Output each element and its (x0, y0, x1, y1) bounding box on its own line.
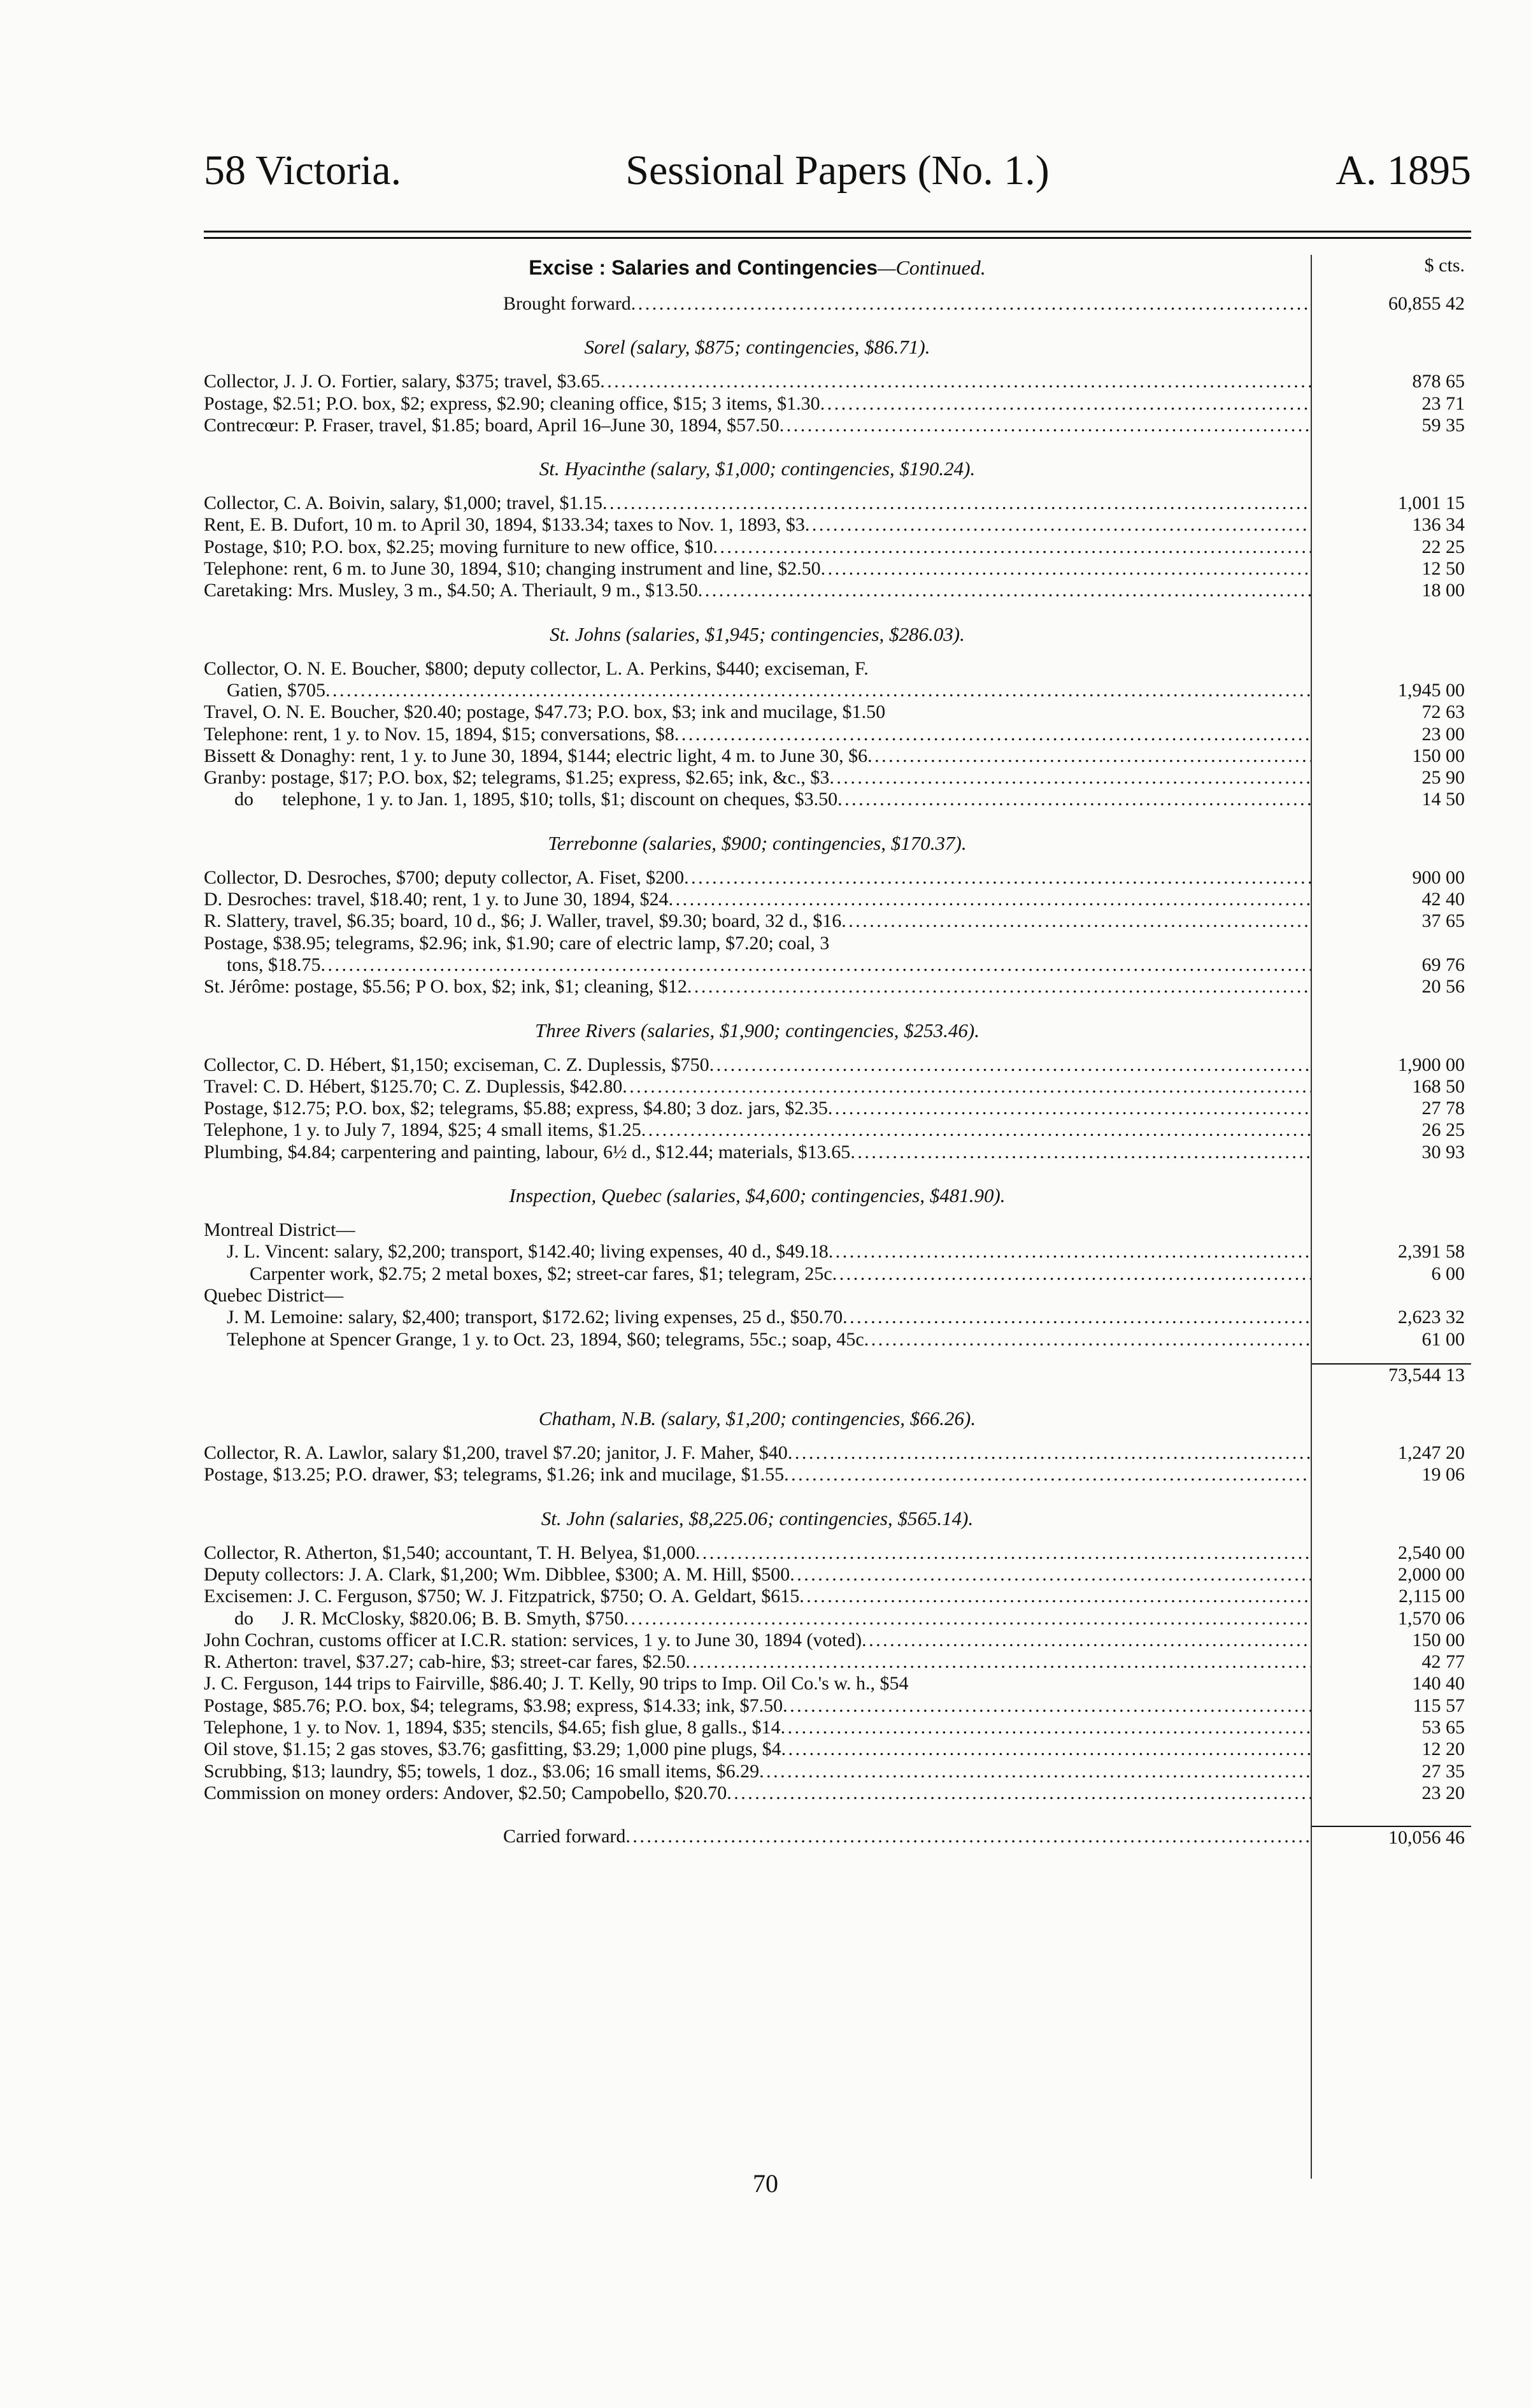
row-description: Postage, $38.95; telegrams, $2.96; ink, $1.90; care of electric lamp, $7.20; coal, 3 (204, 932, 830, 954)
table-row (204, 1442, 1471, 1464)
unit-label: $ cts. (1424, 255, 1465, 276)
row-description: Travel, O. N. E. Boucher, $20.40; postage, $47.73; P.O. box, $3; ink and mucilage, $1.50 (204, 701, 886, 723)
subtotal-amount: 73,544 13 (1311, 1363, 1471, 1386)
row-amount: 53 65 (1421, 1717, 1465, 1738)
table-row (204, 767, 1471, 789)
table-row (204, 976, 1471, 998)
row-amount: 22 25 (1421, 536, 1465, 557)
table-row (204, 1076, 1471, 1098)
section-heading: Terrebonne (salaries, $900; contingencies, $170.37). (548, 831, 967, 854)
table-row (204, 1307, 1471, 1328)
row-description: Collector, R. A. Lawlor, salary $1,200, travel $7.20; janitor, J. F. Maher, $40 (204, 1442, 788, 1464)
header-title: Sessional Papers (No. 1.) (625, 147, 1050, 194)
table-row (204, 1695, 1471, 1717)
row-description: Oil stove, $1.15; 2 gas stoves, $3.76; gasfitting, $3.29; 1,000 pine plugs, $4 (204, 1738, 781, 1760)
row-amount: 878 65 (1412, 371, 1465, 392)
table-row (204, 910, 1471, 932)
section-heading: St. Hyacinthe (salary, $1,000; contingencies, $190.24). (539, 457, 976, 480)
table-row (204, 1054, 1471, 1076)
section-heading-row (204, 1508, 1471, 1530)
table-row (204, 745, 1471, 767)
row-amount (1311, 1285, 1471, 1307)
section-heading-row (204, 458, 1471, 480)
row-amount: 12 20 (1421, 1738, 1465, 1760)
table-row (204, 1142, 1471, 1163)
row-description: Collector, C. A. Boivin, salary, $1,000; travel, $1.15 (204, 492, 602, 514)
header-rule-top (204, 231, 1471, 233)
row-description: Postage, $2.51; P.O. box, $2; express, $2.90; cleaning office, $15; 3 items, $1.30 (204, 392, 820, 414)
table-row (204, 1782, 1471, 1804)
row-amount: 150 00 (1412, 745, 1465, 766)
row-amount: 1,001 15 (1398, 492, 1465, 514)
table-row (204, 514, 1471, 536)
table-row (204, 954, 1471, 976)
section-heading: St. Johns (salaries, $1,945; contingencies, $286.03). (550, 622, 965, 645)
brought-forward-row (204, 293, 1471, 315)
row-amount: 168 50 (1412, 1075, 1465, 1097)
row-description: Montreal District— (204, 1219, 355, 1241)
row-description: Quebec District— (204, 1284, 344, 1306)
row-description: Postage, $85.76; P.O. box, $4; telegrams, $3.98; express, $14.33; ink, $7.50 (204, 1695, 783, 1716)
row-description: Granby: postage, $17; P.O. box, $2; telegrams, $1.25; express, $2.65; ink, &c., $3 (204, 767, 830, 789)
row-amount: 18 00 (1421, 580, 1465, 601)
row-description: R. Slattery, travel, $6.35; board, 10 d., $6; J. Waller, travel, $9.30; board, 32 d., $16 (204, 910, 842, 932)
table-row (204, 867, 1471, 889)
row-amount: 12 50 (1421, 558, 1465, 580)
row-description: Collector, C. D. Hébert, $1,150; exciseman, C. Z. Duplessis, $750 (204, 1054, 709, 1075)
row-description: Telephone, 1 y. to Nov. 1, 1894, $35; stencils, $4.65; fish glue, 8 galls., $14 (204, 1717, 781, 1738)
table-row (204, 1651, 1471, 1673)
row-description: Commission on money orders: Andover, $2.50; Campobello, $20.70 (204, 1782, 727, 1803)
table-row (204, 371, 1471, 392)
row-description: J. C. Ferguson, 144 trips to Fairville, $86.40; J. T. Kelly, 90 trips to Imp. Oil Co.'s w. h., $54 (204, 1673, 909, 1695)
section-heading: St. John (salaries, $8,225.06; contingencies, $565.14). (541, 1507, 974, 1530)
table-title-italic: —Continued. (877, 256, 986, 279)
row-amount: 72 63 (1421, 701, 1465, 723)
section-heading: Chatham, N.B. (salary, $1,200; contingencies, $66.26). (538, 1407, 976, 1430)
table-row (204, 1263, 1471, 1285)
row-description: do J. R. McClosky, $820.06; B. B. Smyth, $750 (234, 1607, 624, 1629)
row-amount: 2,000 00 (1398, 1563, 1465, 1585)
row-amount: 1,900 00 (1398, 1054, 1465, 1075)
row-amount: 30 93 (1421, 1141, 1465, 1163)
carried-forward-row (204, 1826, 1471, 1849)
table-row (204, 1738, 1471, 1760)
table-row (204, 1564, 1471, 1586)
table-row (204, 492, 1471, 514)
row-description: Postage, $12.75; P.O. box, $2; telegrams, $5.88; express, $4.80; 3 doz. jars, $2.35 (204, 1098, 828, 1119)
row-description: Collector, J. J. O. Fortier, salary, $375; travel, $3.65 (204, 371, 601, 392)
row-description: Contrecœur: P. Fraser, travel, $1.85; board, April 16–June 30, 1894, $57.50 (204, 414, 780, 436)
row-amount: 2,115 00 (1399, 1586, 1465, 1607)
row-description: Collector, R. Atherton, $1,540; accountant, T. H. Belyea, $1,000 (204, 1542, 695, 1563)
row-description: Bissett & Donaghy: rent, 1 y. to June 30, 1894, $144; electric light, 4 m. to June 30, $6 (204, 745, 868, 766)
table-row (204, 933, 1471, 954)
row-amount: 14 50 (1421, 789, 1465, 810)
carried-forward-amount: 10,056 46 (1311, 1826, 1471, 1849)
row-description: Scrubbing, $13; laundry, $5; towels, 1 doz., $3.06; 16 small items, $6.29 (204, 1760, 760, 1782)
section-heading: Three Rivers (salaries, $1,900; contingencies, $253.46). (535, 1019, 979, 1042)
table-row (204, 1586, 1471, 1607)
row-description: Postage, $10; P.O. box, $2.25; moving furniture to new office, $10 (204, 536, 713, 557)
brought-forward-amount: 60,855 42 (1388, 293, 1465, 314)
row-description: Caretaking: Mrs. Musley, 3 m., $4.50; A. Theriault, 9 m., $13.50 (204, 580, 698, 601)
running-header (204, 145, 1471, 203)
row-description: John Cochran, customs officer at I.C.R. station: services, 1 y. to June 30, 1894 (voted) (204, 1629, 862, 1651)
table-row (204, 1098, 1471, 1119)
row-amount: 1,945 00 (1398, 679, 1465, 701)
row-amount: 900 00 (1412, 866, 1465, 888)
section-heading-row (204, 624, 1471, 645)
brought-forward-label: Brought forward (503, 293, 631, 314)
row-amount: 150 00 (1412, 1629, 1465, 1651)
row-description: Rent, E. B. Dufort, 10 m. to April 30, 1894, $133.34; taxes to Nov. 1, 1893, $3 (204, 514, 805, 536)
row-description: Telephone, 1 y. to July 7, 1894, $25; 4 small items, $1.25 (204, 1119, 641, 1141)
row-amount: 1,247 20 (1398, 1442, 1465, 1464)
table-row (204, 1608, 1471, 1630)
row-amount: 27 35 (1421, 1760, 1465, 1782)
section-heading-row (204, 1408, 1471, 1430)
table-row (204, 1329, 1471, 1351)
row-amount (1311, 1219, 1471, 1241)
row-amount: 20 56 (1421, 976, 1465, 998)
row-amount: 59 35 (1421, 414, 1465, 436)
table-row (204, 536, 1471, 558)
table-row (204, 580, 1471, 601)
row-description: tons, $18.75 (227, 954, 321, 975)
row-description: Collector, D. Desroches, $700; deputy collector, A. Fiset, $200 (204, 866, 685, 888)
section-heading-row (204, 833, 1471, 854)
section-heading: Inspection, Quebec (salaries, $4,600; contingencies, $481.90). (509, 1184, 1006, 1207)
row-amount: 26 25 (1421, 1119, 1465, 1141)
row-amount: 23 20 (1421, 1782, 1465, 1803)
table-row (204, 1219, 1471, 1241)
row-amount: 2,391 58 (1398, 1241, 1465, 1263)
row-amount: 6 00 (1431, 1263, 1465, 1284)
row-description: do telephone, 1 y. to Jan. 1, 1895, $10; tolls, $1; discount on cheques, $3.50 (234, 789, 838, 810)
header-session: 58 Victoria. (204, 147, 402, 194)
row-amount: 1,570 06 (1398, 1607, 1465, 1629)
table-row (204, 415, 1471, 436)
row-amount: 2,623 32 (1398, 1307, 1465, 1328)
header-year: A. 1895 (1335, 147, 1471, 194)
carried-forward-label: Carried forward (503, 1826, 626, 1847)
row-description: J. M. Lemoine: salary, $2,400; transport, $172.62; living expenses, 25 d., $50.70 (227, 1307, 843, 1328)
row-amount: 19 06 (1421, 1464, 1465, 1486)
row-amount: 2,540 00 (1398, 1542, 1465, 1563)
table-row (204, 789, 1471, 810)
row-amount: 140 40 (1412, 1673, 1465, 1695)
table-row (204, 889, 1471, 910)
table-row (204, 1717, 1471, 1738)
table-row (204, 1761, 1471, 1782)
page-number: 70 (753, 2169, 778, 2198)
row-amount: 37 65 (1421, 910, 1465, 932)
table-row (204, 1673, 1471, 1695)
row-description: Travel: C. D. Hébert, $125.70; C. Z. Duplessis, $42.80 (204, 1075, 623, 1097)
row-amount: 115 57 (1413, 1695, 1465, 1716)
row-description: St. Jérôme: postage, $5.56; P O. box, $2; ink, $1; cleaning, $12 (204, 976, 687, 998)
table-title-bold: Excise : Salaries and Contingencies (529, 256, 878, 279)
row-amount (1311, 658, 1471, 680)
table-row (204, 1464, 1471, 1486)
table-row (204, 1119, 1471, 1141)
section-heading-row (204, 336, 1471, 358)
row-amount: 25 90 (1421, 767, 1465, 789)
row-amount: 42 77 (1421, 1651, 1465, 1673)
table-row (204, 1285, 1471, 1307)
table-row (204, 1542, 1471, 1564)
row-description: Telephone at Spencer Grange, 1 y. to Oct. 23, 1894, $60; telegrams, 55c.; soap, 45c (227, 1328, 864, 1350)
row-description: D. Desroches: travel, $18.40; rent, 1 y. to June 30, 1894, $24 (204, 889, 669, 910)
table-title (204, 255, 1311, 280)
row-description: Deputy collectors: J. A. Clark, $1,200; Wm. Dibblee, $300; A. M. Hill, $500 (204, 1563, 790, 1585)
table-title-row (204, 255, 1471, 280)
table-row (204, 393, 1471, 415)
row-description: R. Atherton: travel, $37.27; cab-hire, $3; street-car fares, $2.50 (204, 1651, 686, 1673)
row-description: J. L. Vincent: salary, $2,200; transport, $142.40; living expenses, 40 d., $49.18 (227, 1241, 829, 1263)
table-row (204, 724, 1471, 745)
row-description: Telephone: rent, 6 m. to June 30, 1894, $10; changing instrument and line, $2.50 (204, 558, 821, 580)
row-amount: 61 00 (1421, 1328, 1465, 1350)
row-amount: 23 00 (1421, 723, 1465, 745)
table-row (204, 658, 1471, 680)
row-amount: 136 34 (1412, 514, 1465, 536)
section-heading-row (204, 1020, 1471, 1042)
column-divider (1311, 255, 1312, 2179)
table-row (204, 1241, 1471, 1263)
row-amount: 23 71 (1421, 392, 1465, 414)
row-amount: 69 76 (1421, 954, 1465, 975)
subtotal-row (204, 1363, 1471, 1386)
row-description: Excisemen: J. C. Ferguson, $750; W. J. Fitzpatrick, $750; O. A. Geldart, $615 (204, 1586, 800, 1607)
row-amount: 42 40 (1421, 889, 1465, 910)
row-amount: 27 78 (1421, 1098, 1465, 1119)
row-description: Telephone: rent, 1 y. to Nov. 15, 1894, $15; conversations, $8 (204, 723, 674, 745)
row-description: Plumbing, $4.84; carpentering and painting, labour, 6½ d., $12.44; materials, $13.65 (204, 1141, 851, 1163)
row-amount (1311, 933, 1471, 954)
table-row (204, 558, 1471, 580)
table-row (204, 701, 1471, 723)
ledger-table (204, 255, 1471, 2179)
row-description: Gatien, $705 (227, 679, 325, 701)
table-row (204, 680, 1471, 701)
header-rule-bottom (204, 237, 1471, 239)
row-description: Carpenter work, $2.75; 2 metal boxes, $2; street-car fares, $1; telegram, 25c (250, 1263, 832, 1284)
section-heading-row (204, 1185, 1471, 1207)
row-description: Collector, O. N. E. Boucher, $800; deputy collector, L. A. Perkins, $440; exciseman, F. (204, 657, 869, 679)
row-description: Postage, $13.25; P.O. drawer, $3; telegrams, $1.26; ink and mucilage, $1.55 (204, 1464, 785, 1486)
table-row (204, 1630, 1471, 1651)
section-heading: Sorel (salary, $875; contingencies, $86.71). (584, 336, 930, 359)
